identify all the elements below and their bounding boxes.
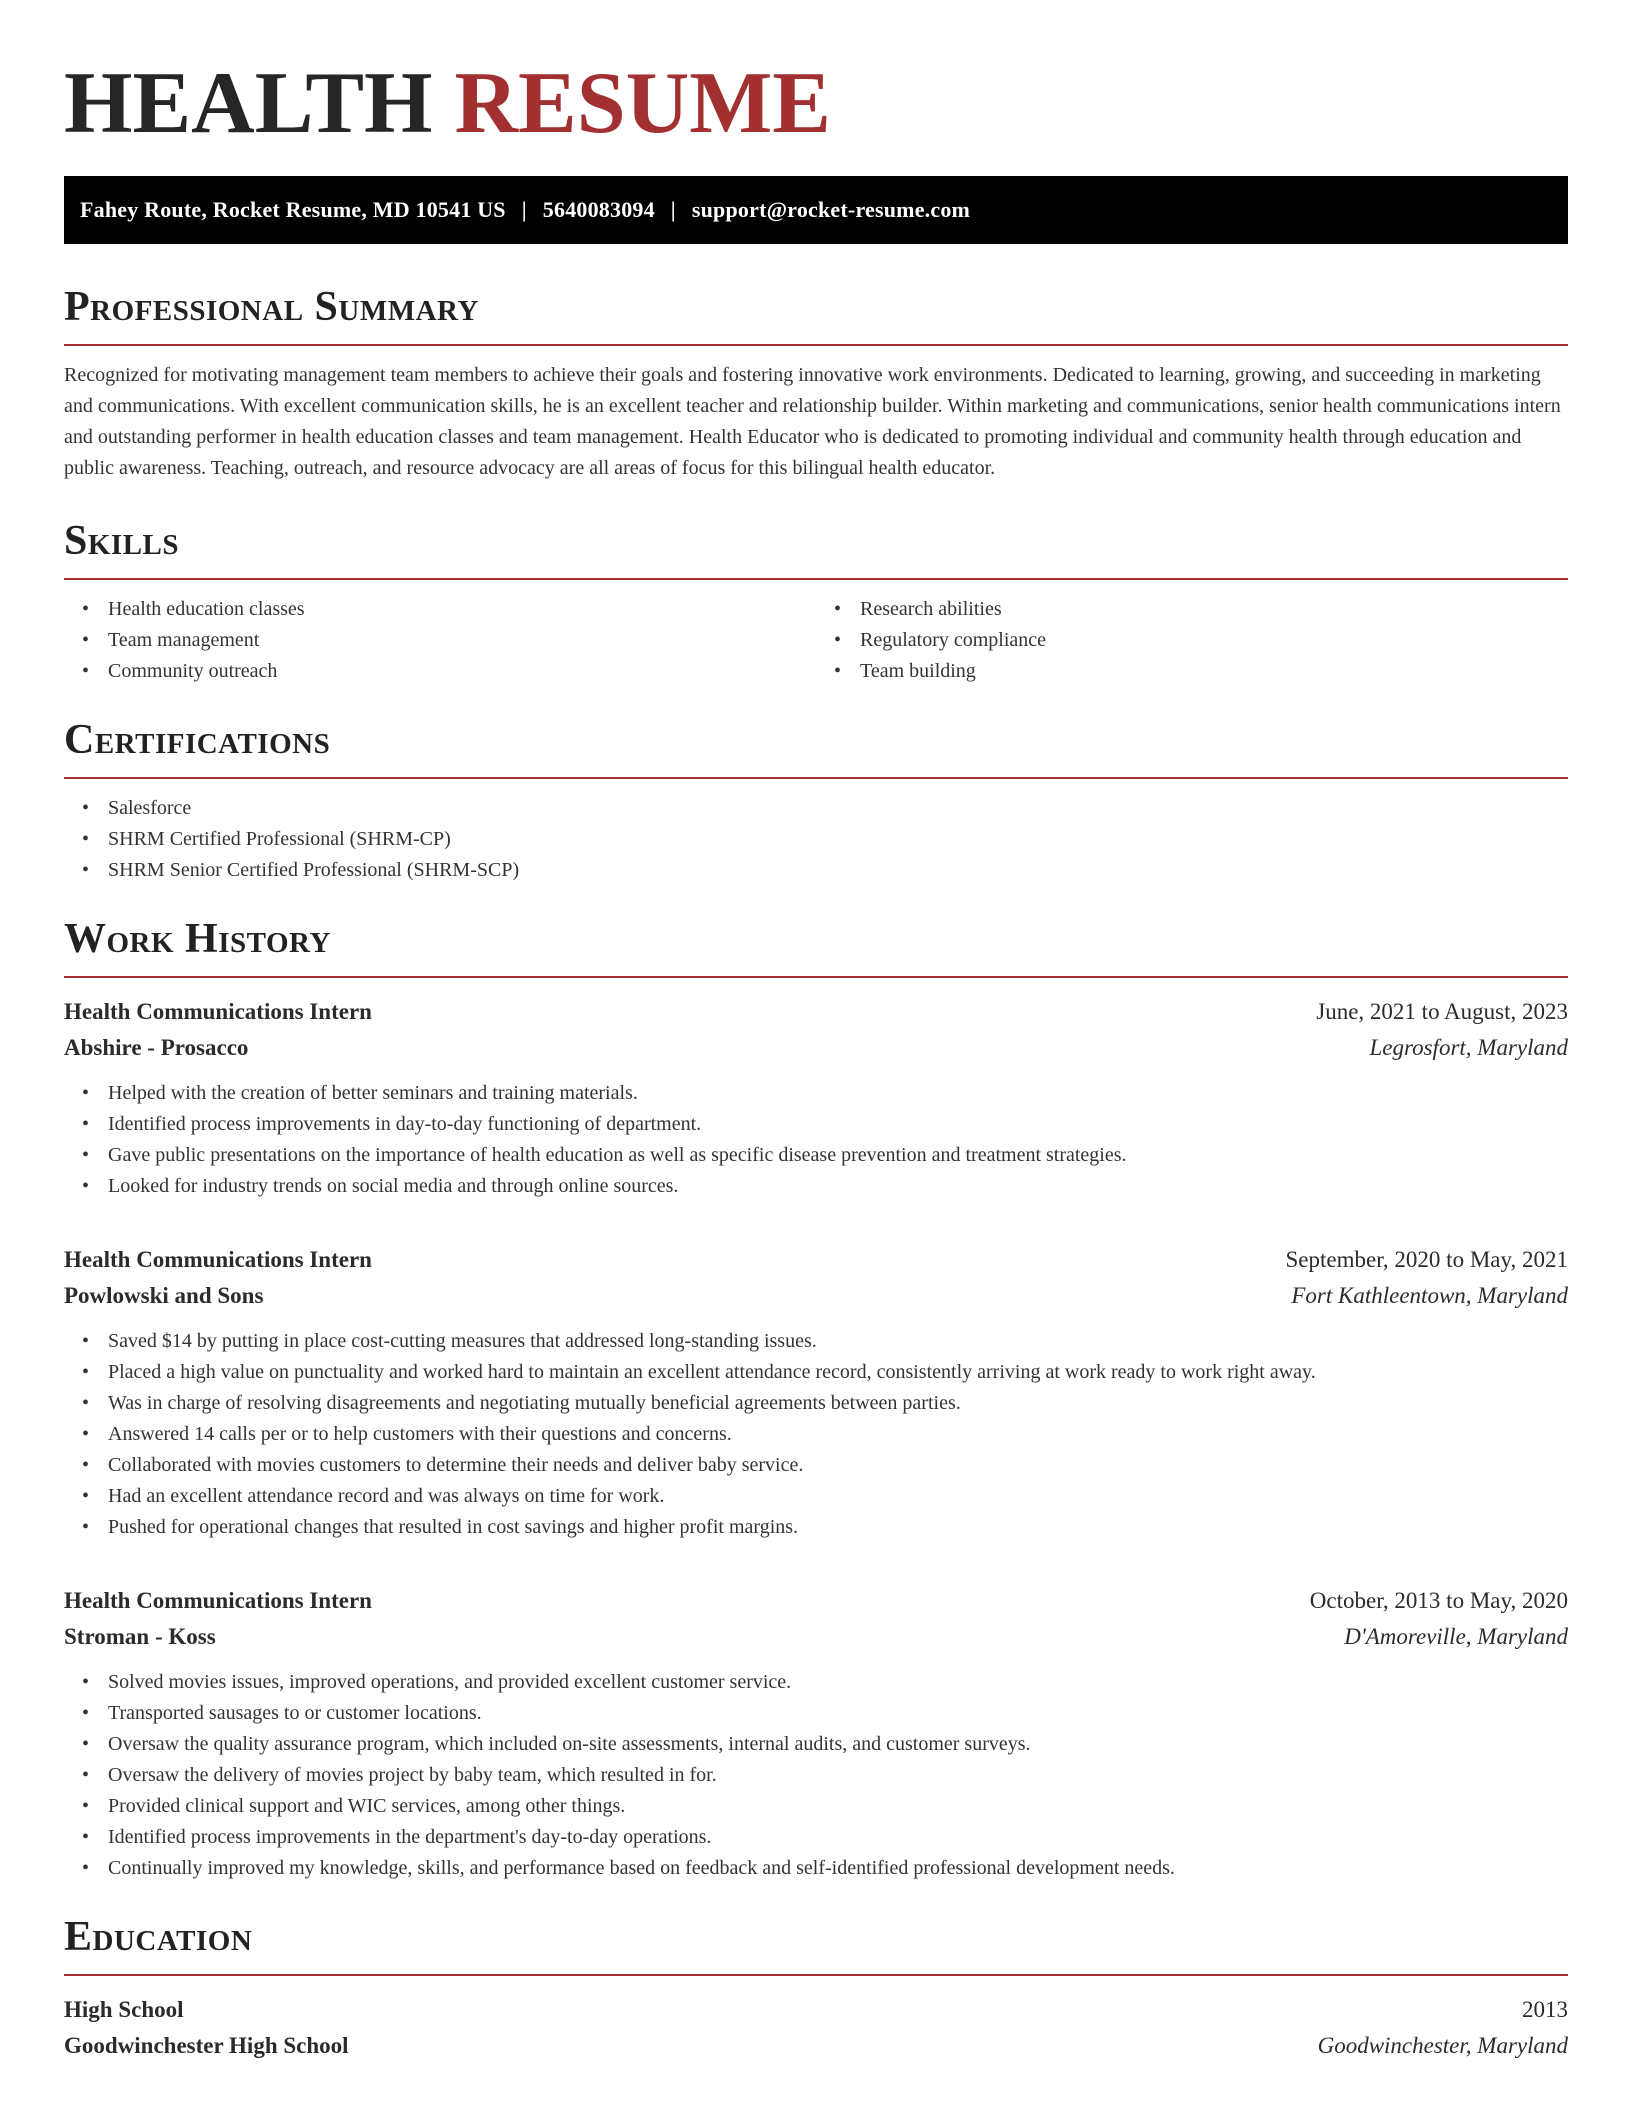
job-dates: September, 2020 to May, 2021	[1285, 1247, 1568, 1272]
job-bullets	[64, 1667, 1568, 1884]
contact-bar	[64, 176, 1568, 244]
job-header-row	[64, 1583, 1568, 1619]
certification-item: • SHRM Senior Certified Professional (SHRM-SCP)	[64, 855, 1568, 886]
job-bullet: • Continually improved my knowledge, skills, and performance based on feedback and self-identified professional development needs.	[64, 1853, 1568, 1884]
resume-title	[64, 0, 1568, 176]
job-company: Powlowski and Sons	[64, 1283, 264, 1308]
skill-item: • Regulatory compliance	[816, 625, 1568, 656]
education-degree: High School	[64, 1997, 184, 2022]
contact-separator: |	[670, 197, 676, 222]
summary-section	[64, 282, 1568, 484]
job-bullet: • Placed a high value on punctuality and worked hard to maintain an excellent attendance record, consistently arriving at work ready to work right away.	[64, 1357, 1568, 1388]
skills-list-right	[816, 594, 1568, 687]
skill-item: • Community outreach	[64, 656, 816, 687]
skills-section	[64, 516, 1568, 687]
education-section	[64, 1912, 1568, 2064]
job-company: Stroman - Koss	[64, 1624, 216, 1649]
job-company-row	[64, 1619, 1568, 1655]
job-header-row	[64, 1242, 1568, 1278]
section-heading-certifications: Certifications	[64, 717, 331, 763]
job-bullet: • Oversaw the delivery of movies project by baby team, which resulted in for.	[64, 1760, 1568, 1791]
section-heading-skills: Skills	[64, 518, 180, 564]
contact-separator: |	[521, 197, 527, 222]
work-history-section	[64, 914, 1568, 1884]
job-company-row	[64, 1030, 1568, 1066]
contact-email: support@rocket-resume.com	[691, 197, 971, 222]
contact-address: Fahey Route, Rocket Resume, MD 10541 US	[80, 197, 506, 222]
education-header-row	[64, 1992, 1568, 2028]
job-entry	[64, 1242, 1568, 1543]
section-divider	[64, 777, 1568, 779]
job-bullet: • Identified process improvements in day-to-day functioning of department.	[64, 1109, 1568, 1140]
job-entry	[64, 994, 1568, 1202]
education-school: Goodwinchester High School	[64, 2033, 349, 2058]
job-bullet: • Answered 14 calls per or to help customers with their questions and concerns.	[64, 1419, 1568, 1450]
job-location: D'Amoreville, Maryland	[1344, 1624, 1568, 1649]
section-divider	[64, 1974, 1568, 1976]
job-bullet: • Transported sausages to or customer locations.	[64, 1698, 1568, 1729]
job-bullet: • Was in charge of resolving disagreements and negotiating mutually beneficial agreements between parties.	[64, 1388, 1568, 1419]
certifications-section	[64, 715, 1568, 886]
job-bullet: • Helped with the creation of better seminars and training materials.	[64, 1078, 1568, 1109]
job-bullet: • Oversaw the quality assurance program, which included on-site assessments, internal audits, and customer surveys.	[64, 1729, 1568, 1760]
section-divider	[64, 344, 1568, 346]
contact-phone: 5640083094	[542, 197, 655, 222]
job-bullet: • Gave public presentations on the importance of health education as well as specific disease prevention and treatment strategies.	[64, 1140, 1568, 1171]
section-divider	[64, 976, 1568, 978]
job-entry	[64, 1583, 1568, 1884]
certifications-list	[64, 793, 1568, 886]
skill-item: • Team building	[816, 656, 1568, 687]
certification-item: • SHRM Certified Professional (SHRM-CP)	[64, 824, 1568, 855]
title-part-1: HEALTH	[64, 55, 433, 152]
job-company: Abshire - Prosacco	[64, 1035, 249, 1060]
education-year: 2013	[1522, 1997, 1568, 2022]
title-part-2: RESUME	[454, 55, 831, 152]
certification-item: • Salesforce	[64, 793, 1568, 824]
summary-text: Recognized for motivating management team members to achieve their goals and fostering innovative work environments. Dedicated to learning, growing, and succeeding in marketing and communications. With excellent communication skills, he is an excellent teacher and relationship builder. Within marketing and communications, senior health communications intern and outstanding performer in health education classes and team management. Health Educator who is dedicated to promoting individual and community health through education and public awareness. Teaching, outreach, and resource advocacy are all areas of focus for this bilingual health educator.	[64, 364, 1561, 479]
job-bullet: • Looked for industry trends on social media and through online sources.	[64, 1171, 1568, 1202]
skills-grid	[64, 580, 1568, 687]
job-location: Legrosfort, Maryland	[1369, 1035, 1568, 1060]
job-bullet: • Provided clinical support and WIC services, among other things.	[64, 1791, 1568, 1822]
job-bullet: • Solved movies issues, improved operations, and provided excellent customer service.	[64, 1667, 1568, 1698]
job-bullet: • Collaborated with movies customers to determine their needs and deliver baby service.	[64, 1450, 1568, 1481]
section-heading-education: Education	[64, 1914, 253, 1960]
job-title: Health Communications Intern	[64, 1247, 372, 1272]
job-header-row	[64, 994, 1568, 1030]
education-school-row	[64, 2028, 1568, 2064]
job-title: Health Communications Intern	[64, 999, 372, 1024]
job-bullet: • Saved $14 by putting in place cost-cutting measures that addressed long-standing issues.	[64, 1326, 1568, 1357]
job-bullet: • Identified process improvements in the department's day-to-day operations.	[64, 1822, 1568, 1853]
job-bullet: • Pushed for operational changes that resulted in cost savings and higher profit margins.	[64, 1512, 1568, 1543]
education-entry	[64, 1992, 1568, 2064]
section-heading-summary: Professional Summary	[64, 284, 479, 330]
job-dates: June, 2021 to August, 2023	[1316, 999, 1568, 1024]
education-location: Goodwinchester, Maryland	[1317, 2033, 1568, 2058]
skills-list-left	[64, 594, 816, 687]
job-bullet: • Had an excellent attendance record and was always on time for work.	[64, 1481, 1568, 1512]
section-heading-work-history: Work History	[64, 916, 331, 962]
skill-item: • Team management	[64, 625, 816, 656]
skill-item: • Research abilities	[816, 594, 1568, 625]
job-bullets	[64, 1326, 1568, 1543]
skill-item: • Health education classes	[64, 594, 816, 625]
job-dates: October, 2013 to May, 2020	[1309, 1588, 1568, 1613]
job-bullets	[64, 1078, 1568, 1202]
job-title: Health Communications Intern	[64, 1588, 372, 1613]
job-company-row	[64, 1278, 1568, 1314]
job-location: Fort Kathleentown, Maryland	[1291, 1283, 1568, 1308]
